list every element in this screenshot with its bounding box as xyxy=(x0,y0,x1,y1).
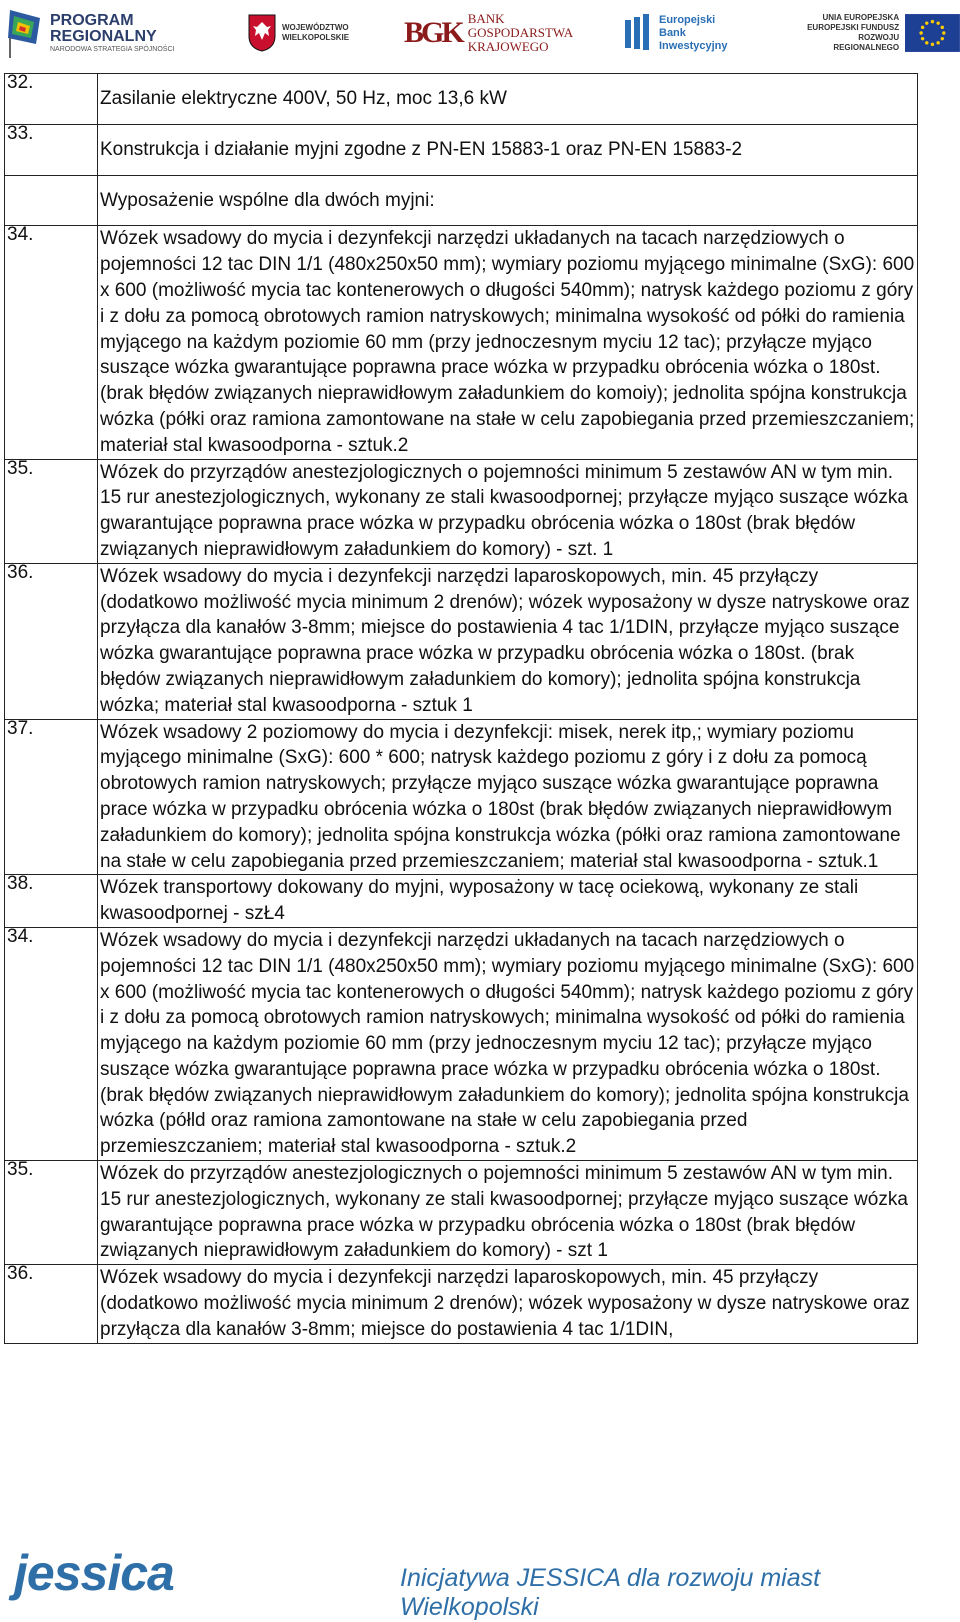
row-number: 36. xyxy=(5,1265,98,1343)
row-number: 36. xyxy=(5,563,98,719)
row-description: Wyposażenie wspólne dla dwóch myjni: xyxy=(98,175,918,226)
specification-table xyxy=(4,73,918,1344)
coat-of-arms-icon xyxy=(248,14,276,52)
table-row xyxy=(5,719,918,875)
program-line-2: REGIONALNY xyxy=(50,27,157,45)
table-row xyxy=(5,1265,918,1343)
row-description: Wózek do przyrządów anestezjologicznych o pojemności minimum 5 zestawów AN w tym min. 15 rur anestezjologicznych, wykonany ze stali kwasoodpornej; przyłącze myjąco suszące wózka gwarantujące poprawna prace wózka w przypadku obrócenia wózka o 180st (brak błędów związanych nieprawidłowym załadunkiem do komory) - szt 1 xyxy=(98,1161,918,1265)
header-logos xyxy=(0,0,960,72)
bgk-line-3: KRAJOWEGO xyxy=(467,39,549,54)
row-description: Wózek wsadowy do mycia i dezynfekcji narzędzi laparoskopowych, min. 45 przyłączy (dodatkowo możliwość mycia minimum 2 drenów); wózek wyposażony w dysze natryskowe oraz przyłącza dla kanałów 3-8mm; miejsce do postawienia 4 tac 1/1DIN, przyłącze myjąco suszące wózka gwarantujące poprawna prace wózka w przypadku obrócenia wózka o 180st. (brak błędów związanych nieprawidłowym załadunkiem do komory); jednolita spójna konstrukcja wózka; materiał stal kwasoodporna - sztuk 1 xyxy=(98,563,918,719)
bgk-line-2: GOSPODARSTWA xyxy=(467,25,574,40)
row-description: Zasilanie elektryczne 400V, 50 Hz, moc 13,6 kW xyxy=(98,74,918,125)
table-row xyxy=(5,74,918,125)
row-number xyxy=(5,175,98,226)
ue-logo xyxy=(796,4,960,62)
footer xyxy=(0,1530,960,1622)
table-row xyxy=(5,226,918,459)
ebi-logo xyxy=(625,4,727,62)
ue-line-2: EUROPEJSKI FUNDUSZ xyxy=(807,23,900,32)
program-regionalny-logo xyxy=(6,4,174,62)
row-description: Wózek wsadowy do mycia i dezynfekcji narzędzi laparoskopowych, min. 45 przyłączy (dodatkowo możliwość mycia minimum 2 drenów); wózek wyposażony w dysze natryskowe oraz przyłącza dla kanałów 3-8mm; miejsce do postawienia 4 tac 1/1DIN, xyxy=(98,1265,918,1343)
table-row xyxy=(5,563,918,719)
row-description: Wózek wsadowy 2 poziomowy do mycia i dezynfekcji: misek, nerek itp,; wymiary poziomu myjącego minimalne (SxG): 600 * 600; natrysk każdego poziomu z góry i z dołu za pomocą obrotowych ramion natryskowych; przyłącze myjąco suszące wózka gwarantujące poprawna prace wózka w przypadku obrócenia wózka o 180st (brak błędów związanych nieprawidłowym załadunkiem do komory); jednolita spójna konstrukcja wózka (półki oraz ramiona zamontowane na stałe w celu zapobiegania przed przemieszczaniem; materiał stal kwasoodporna - sztuk.1 xyxy=(98,719,918,875)
bgk-line-1: BANK xyxy=(467,11,505,26)
row-description: Wózek wsadowy do mycia i dezynfekcji narzędzi układanych na tacach narzędziowych o pojemności 12 tac DIN 1/1 (480x250x50 mm); wymiary poziomu myjącego minimalne (SxG): 600 x 600 (możliwość mycia tac kontenerowych o długości 540mm); natrysk każdego poziomu z góry i z dołu za pomocą obrotowych ramion natryskowych; minimalna wysokość od półki do ramienia myjącego na każdym poziomie 60 mm (przy jednoczesnym myciu 12 tac); przyłącze myjąco suszące wózka gwarantujące poprawna prace wózka w przypadku obrócenia wózka o 180st. (brak błędów związanych nieprawidłowym załadunkiem do komoiy); jednolita spójna konstrukcja wózka (półki oraz ramiona zamontowane na stałe w celu zapobiegania przed przemieszczaniem; materiał stal kwasoodporna - sztuk.2 xyxy=(98,226,918,459)
table-row xyxy=(5,927,918,1160)
table-row xyxy=(5,1161,918,1265)
row-number: 34. xyxy=(5,226,98,459)
row-number: 33. xyxy=(5,124,98,175)
ebi-line-2: Bank xyxy=(659,26,686,39)
table-row xyxy=(5,175,918,226)
wojewodztwo-logo xyxy=(248,4,349,62)
row-description: Wózek transportowy dokowany do myjni, wyposażony w tacę ociekową, wykonany ze stali kwasoodpornej - szŁ4 xyxy=(98,875,918,928)
ue-line-3: ROZWOJU REGIONALNEGO xyxy=(833,33,900,52)
jessica-logo: jessica xyxy=(14,1545,174,1601)
table-row xyxy=(5,459,918,563)
jessica-slogan: Inicjatywa JESSICA dla rozwoju miast Wielkopolski xyxy=(400,1564,821,1621)
row-description: Konstrukcja i działanie myjni zgodne z PN-EN 15883-1 oraz PN-EN 15883-2 xyxy=(98,124,918,175)
ue-line-1: UNIA EUROPEJSKA xyxy=(822,13,900,22)
row-number: 38. xyxy=(5,875,98,928)
program-line-1: PROGRAM xyxy=(50,11,134,29)
ebi-line-1: Europejski xyxy=(659,13,716,26)
row-description: Wózek wsadowy do mycia i dezynfekcji narzędzi układanych na tacach narzędziowych o pojemności 12 tac DIN 1/1 (480x250x50 mm); wymiary poziomu myjącego minimalne (SxG): 600 x 600 (możliwość mycia tac kontenerowych o długości 540mm); natrysk każdego poziomu z góry i z dołu za pomocą obrotowych ramion natryskowych; minimalna wysokość od półki do ramienia myjącego na każdym poziomie 60 mm (przy jednoczesnym myciu 12 tac); przyłącze myjąco suszące wózka gwarantujące poprawna prace wózka w przypadku obrócenia wózka o 180st. (brak błędów związanych nieprawidłowym załadunkiem do komory); jednolita spójna konstrukcja wózka (półld oraz ramiona zamontowane na stałe w celu zapobiegania przed przemieszczaniem; materiał stal kwasoodporna - sztuk.2 xyxy=(98,927,918,1160)
program-subtitle: NARODOWA STRATEGIA SPÓJNOŚCI xyxy=(50,45,175,53)
table-row xyxy=(5,875,918,928)
wojewodztwo-line-2: WIELKOPOLSKIE xyxy=(282,33,350,42)
row-number: 32. xyxy=(5,74,98,125)
wojewodztwo-line-1: WOJEWÓDZTWO xyxy=(282,23,349,32)
table-row xyxy=(5,124,918,175)
ebi-stripes-icon xyxy=(625,14,653,52)
row-number: 35. xyxy=(5,459,98,563)
flag-icon xyxy=(6,8,42,58)
eu-flag-icon xyxy=(905,13,960,53)
row-number: 37. xyxy=(5,719,98,875)
bgk-logo xyxy=(404,4,573,62)
row-description: Wózek do przyrządów anestezjologicznych o pojemności minimum 5 zestawów AN w tym min. 15 rur anestezjologicznych, wykonany ze stali kwasoodpornej; przyłącze myjąco suszące wózka gwarantujące poprawna prace wózka w przypadku obrócenia wózka o 180st (brak błędów związanych nieprawidłowym załadunkiem do komory) - szt. 1 xyxy=(98,459,918,563)
row-number: 34. xyxy=(5,927,98,1160)
ebi-line-3: Inwestycyjny xyxy=(659,39,728,52)
row-number: 35. xyxy=(5,1161,98,1265)
bgk-monogram: BGK xyxy=(404,16,462,49)
